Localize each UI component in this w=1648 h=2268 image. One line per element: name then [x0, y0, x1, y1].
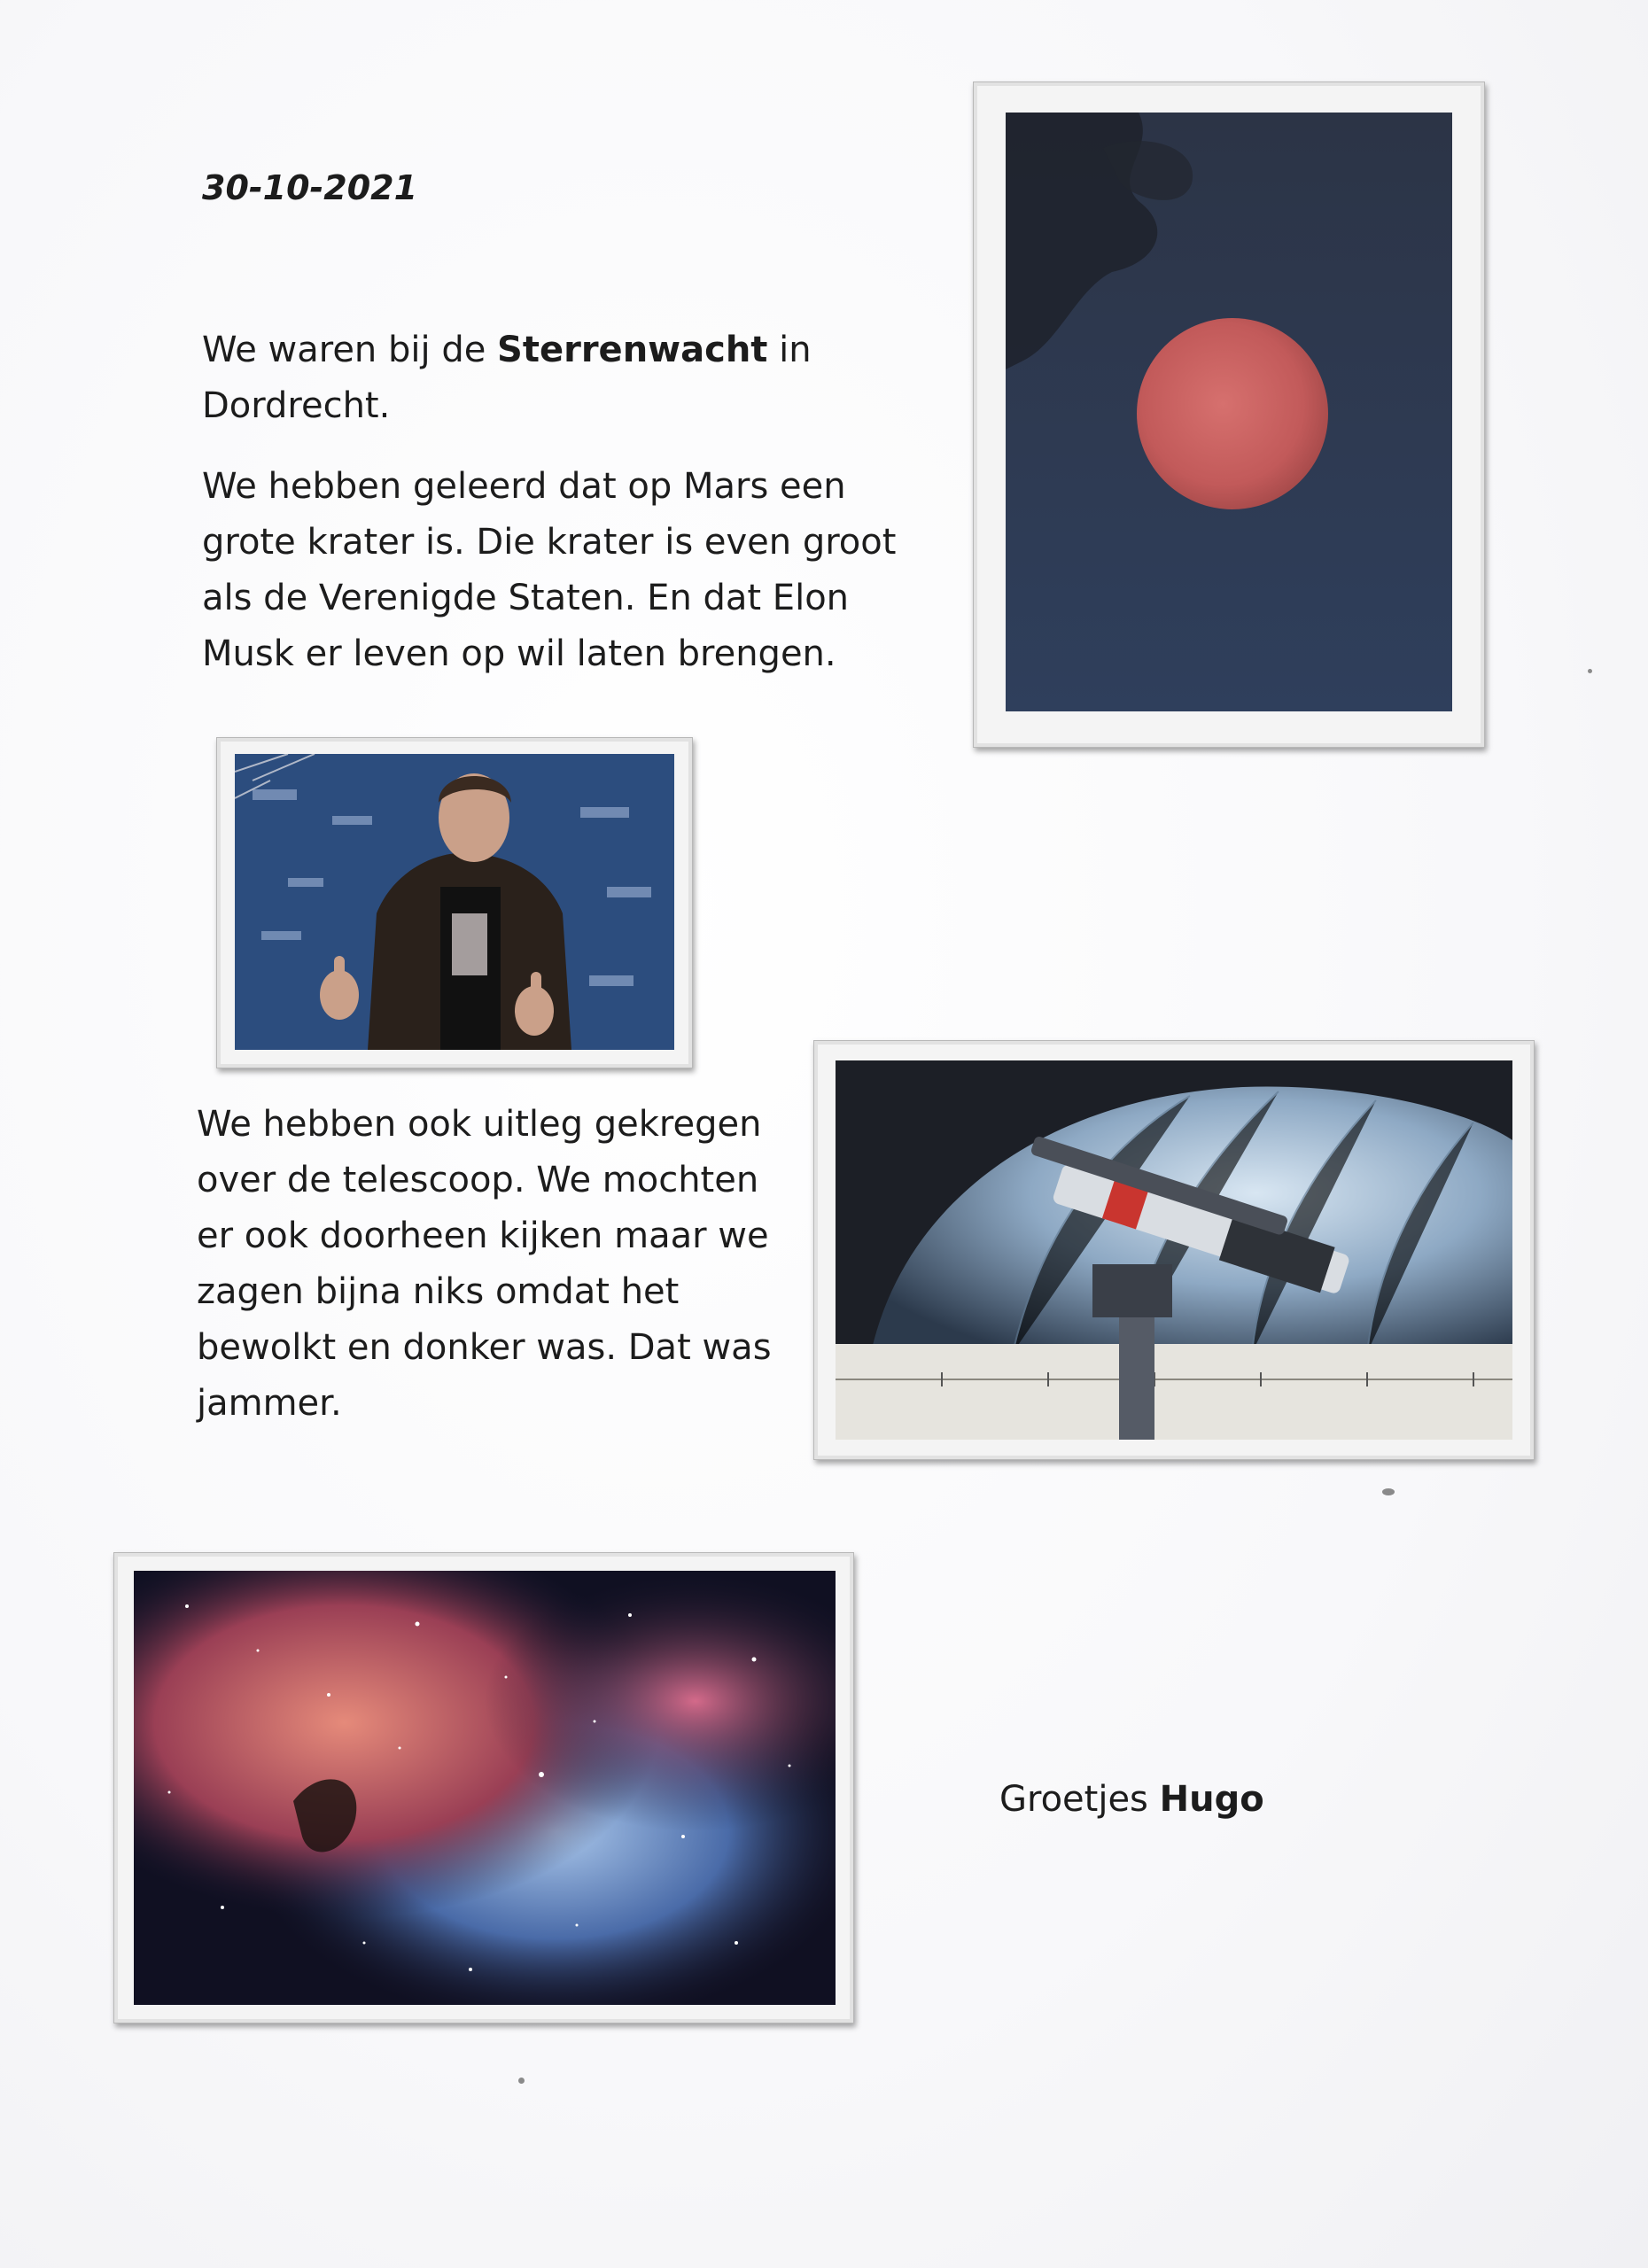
- paper-speck: [1382, 1488, 1395, 1495]
- paragraph-mars-line: grote krater is. Die krater is even groot: [202, 522, 897, 563]
- paragraph-telescope-line: We hebben ook uitleg gekregen: [197, 1104, 762, 1145]
- signature: [999, 1779, 1264, 1820]
- paragraph-mars-line: We hebben geleerd dat op Mars een: [202, 466, 846, 507]
- paragraph-mars-line: als de Verenigde Staten. En dat Elon: [202, 578, 850, 618]
- paragraph-telescope-line: over de telescoop. We mochten: [197, 1160, 759, 1200]
- telescope-frame: [813, 1040, 1535, 1460]
- paragraph-visit-text: We waren bij de: [202, 330, 498, 370]
- paragraph-visit-line2: Dordrecht.: [202, 385, 391, 426]
- paragraph-visit: [202, 322, 812, 434]
- red-moon-frame: [973, 82, 1485, 748]
- paragraph-visit-bold: Sterrenwacht: [497, 330, 768, 370]
- signature-greeting: Groetjes: [999, 1779, 1160, 1820]
- paragraph-telescope-line: zagen bijna niks omdat het: [197, 1271, 680, 1312]
- paragraph-visit-text-end: in: [767, 330, 812, 370]
- nebula-photo-icon: [134, 1571, 836, 2005]
- signature-name: Hugo: [1159, 1779, 1264, 1820]
- paragraph-telescope-line: bewolkt en donker was. Dat was: [197, 1327, 772, 1368]
- nebula-frame: [113, 1552, 854, 2023]
- paper-speck: [1588, 669, 1592, 673]
- paragraph-mars: [202, 459, 896, 682]
- paragraph-telescope-line: jammer.: [197, 1383, 342, 1424]
- document-date: 30-10-2021: [202, 168, 418, 207]
- person-thumbs-up-photo-icon: [235, 754, 674, 1050]
- paragraph-telescope-line: er ook doorheen kijken maar we: [197, 1216, 769, 1256]
- elon-musk-frame: [216, 737, 693, 1068]
- paragraph-mars-line: Musk er leven op wil laten brengen.: [202, 633, 836, 674]
- paper-speck: [518, 2078, 525, 2084]
- red-moon-photo-icon: [1006, 113, 1452, 711]
- paragraph-telescope: [197, 1097, 772, 1432]
- observatory-telescope-photo-icon: [836, 1060, 1512, 1440]
